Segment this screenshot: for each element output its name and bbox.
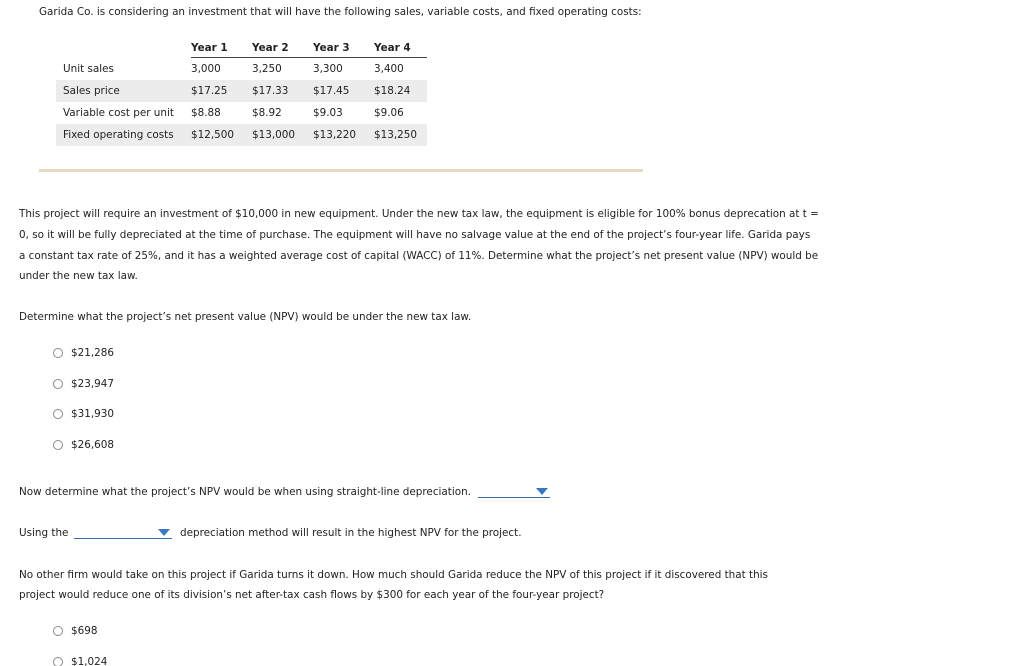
row-label: Unit sales	[63, 62, 114, 75]
table-header-year4: Year 4	[374, 38, 427, 58]
option-label: $1,024	[71, 656, 108, 666]
row-label: Fixed operating costs	[56, 124, 191, 146]
cost-table	[56, 38, 427, 146]
option-label: $23,947	[71, 378, 114, 390]
row-label: Variable cost per unit	[63, 107, 174, 119]
option-label: $31,930	[71, 408, 114, 420]
table-header-year1: Year 1	[191, 38, 252, 58]
table-row	[56, 80, 427, 102]
radio-button[interactable]	[53, 657, 63, 666]
table-cell: $13,220	[313, 124, 374, 146]
table-cell: $9.06	[374, 107, 404, 119]
table-header-row	[56, 38, 427, 58]
table-cell: 3,000	[191, 63, 221, 75]
chevron-down-icon	[158, 529, 170, 536]
depreciation-method-dropdown[interactable]	[74, 528, 172, 539]
radio-button[interactable]	[53, 409, 63, 419]
answer-option-2[interactable]	[53, 655, 107, 666]
question-npv-straight-line: Now determine what the project’s NPV would be when using straight-line depreciation.	[19, 486, 471, 498]
radio-button[interactable]	[53, 379, 63, 389]
option-label: $21,286	[71, 347, 114, 359]
table-row	[56, 102, 427, 124]
table-cell: $17.25	[191, 80, 252, 102]
table-row	[56, 124, 427, 146]
answer-option-1[interactable]	[53, 346, 114, 360]
question-method-prefix: Using the	[19, 527, 69, 539]
table-cell: $18.24	[374, 80, 427, 102]
table-cell: $9.03	[313, 107, 343, 119]
straight-line-npv-dropdown[interactable]	[478, 487, 550, 498]
table-cell: $17.45	[313, 80, 374, 102]
table-cell: 3,300	[313, 63, 343, 75]
question-method-suffix: depreciation method will result in the highest NPV for the project.	[180, 527, 522, 539]
table-header-year2: Year 2	[252, 38, 313, 58]
row-label: Sales price	[56, 80, 191, 102]
answer-option-2[interactable]	[53, 377, 114, 391]
option-label: $26,608	[71, 439, 114, 451]
problem-paragraph: This project will require an investment of $10,000 in new equipment. Under the new tax law, the equipment is eligible for 100% bonus deprecation at t = 0, so it will be fully depreciated at the time of purchase. The equipment will have no salvage value at the end of the project’s four-year life. Garida pays a constant tax rate of 25%, and it has a weighted average cost of capital (WACC) of 11%. Determine what the project’s net present value (NPV) would be under the new tax law.	[19, 208, 819, 283]
question-npv-new-tax-law: Determine what the project’s net present value (NPV) would be under the new tax law.	[19, 311, 472, 323]
question-npv-reduction-line2: project would reduce one of its division’s net after-tax cash flows by $300 for each year of the four-year project?	[19, 589, 605, 601]
table-cell: $17.33	[252, 80, 313, 102]
table-header-blank	[56, 38, 191, 58]
option-label: $698	[71, 625, 98, 637]
answer-option-1[interactable]	[53, 624, 97, 638]
table-cell: $12,500	[191, 124, 252, 146]
radio-button[interactable]	[53, 626, 63, 636]
radio-button[interactable]	[53, 440, 63, 450]
table-header-year3: Year 3	[313, 38, 374, 58]
chevron-down-icon	[536, 488, 548, 495]
table-row	[56, 58, 427, 81]
radio-button[interactable]	[53, 348, 63, 358]
table-cell: 3,250	[252, 63, 282, 75]
question-npv-reduction-line1: No other firm would take on this project if Garida turns it down. How much should Garida reduce the NPV of this project if it discovered that this	[19, 569, 768, 581]
table-cell: 3,400	[374, 63, 404, 75]
answer-option-3[interactable]	[53, 407, 114, 421]
answer-option-4[interactable]	[53, 438, 114, 452]
table-cell: $13,000	[252, 124, 313, 146]
table-cell: $8.92	[252, 107, 282, 119]
intro-text: Garida Co. is considering an investment that will have the following sales, variable costs, and fixed operating costs:	[39, 6, 642, 18]
section-divider	[39, 169, 643, 172]
table-cell: $8.88	[191, 107, 221, 119]
table-cell: $13,250	[374, 124, 427, 146]
